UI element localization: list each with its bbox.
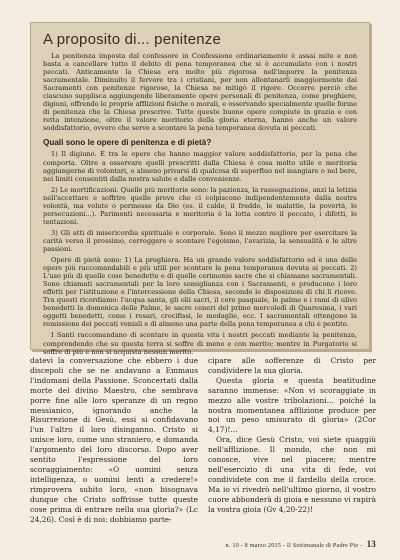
body-columns (30, 356, 376, 528)
page-footer (226, 539, 376, 549)
sidebar-point-1: 1) Il digiuno. È tra le opere che hanno maggior valore soddisfattorio, per la pena che comporta. Oltre a osservare quelli prescritti dalla Chiesa è cosa molto utile e meritoria aggiungerne di volontari, o almeno privarsi di qualcosa di superfluo nel mangiare o nel bere, nei limiti consentiti dalla nostra salute e dalle convenienze. (43, 150, 357, 183)
sidebar-box (30, 22, 370, 356)
issue-info: n. 10 - 8 marzo 2015 - Il Settimanale di Padre Pio - (225, 542, 363, 549)
body-column-right (208, 356, 376, 528)
sidebar-title: A proposito di... penitenze (43, 31, 222, 48)
sidebar-intro: La penitenza imposta dal confessore in Confessione ordinariamente è assai mite e non basta a cancellare tutto il debito di pena temporanea che si è accumulato con i nostri peccati. Anticamente la Chiesa era molto più rigorosa nell'imporre la penitenza sacramentale. Diminuito il fervore tra i cristiani, per non allontanarli maggiormente dai Sacramenti con penitenze rigorose, la Chiesa ne mitigò il rigore. Occorre perciò che ciascuno supplisca aggiungendo liberamente opere personali di penitenza, come preghiere, digiuni, offrendo le proprie afflizioni fisiche o morali, e osservando specialmente quelle forme di penitenza che la Chiesa prescrive. Tutte queste buone opere compiute in grazia e con retta intenzione, oltre il valore meritorio della gloria eterna, hanno anche un valore soddisfattorio, ovvero che serve a scontare la pena temporanea dovuta ai peccati. (43, 52, 357, 133)
body-paragraph: Questa gloria e questa beatitudine saranno immense: «Non vi scoraggiate in mezzo alle vostre tribolazioni… poiché la nostra momentanea afflizione produce per noi un peso smisurato di gloria» (2Cor 4,17)!… (208, 375, 376, 435)
body-paragraph: datevi la conversazione che ebbero i due discepoli che se ne andavano a Emmaus l'indomani della Passione. Sconcertati dalla morte del divino Maestro, che sembrava porre fine alle loro speranze di un regno messianico, ignorando anche la Risurrezione di Gesù, essi si confidavano l'un l'altro il loro disinganno. Cristo si unisce loro, come uno straniero, e domanda l'argomento del loro discorso. Dopo aver sentito l'espressione del loro scoraggiamento: «O uomini senza intelligenza, o uomini lenti a credere!» rimprovera subito loro, «non bisognava dunque che Cristo soffrisse tutte queste cose prima di entrare nella sua gloria?» (Lc 24,26). Così è di noi: dobbiamo parte- (30, 356, 198, 524)
page-number: 13 (366, 539, 376, 549)
body-paragraph: Ora, dice Gesù Cristo, voi siete quaggiù nell'afflizione. Il mondo, che non mi conosce, vive nel piacere; mentre nell'esercizio di una vita di fede, voi condividete con me il fardello della croce. Ma io vi rivedrò nell'ultimo giorno, il vostro cuore abbonderà di gioia e nessuno vi rapirà la vostra gioia (Gv 4,20-22)! (208, 435, 376, 514)
body-paragraph: cipare alle sofferenze di Cristo per condividere la sua gloria. (208, 356, 376, 375)
sidebar-point-5: I Santi raccomandano di scontare in questa vita i nostri peccati mediante la penitenza, comprendendo che su questa terra si soffre di meno e con merito; mentre in Purgatorio si soffre di più e non si acquista nessun merito. (43, 331, 357, 356)
body-column-left (30, 356, 198, 528)
sidebar-point-2: 2) Le mortificazioni. Quelle più meritorie sono: la pazienza, la rassegnazione, anzi la letizia nell'accettare e soffrire quelle prove che ci colpiscono indipendentemente dalla nostra volontà, ma volute o permesse da Dio (es. il caldo, il freddo, le malattie, la povertà, le persecuzioni...). Parimenti necessaria e meritoria è la lotta contro il peccato, i difetti, le tentazioni. (43, 185, 357, 226)
sidebar-point-4: Opere di pietà sono: 1) La preghiera. Ha un grande valore soddisfattorio ed è una delle opere più raccomandabili e più utili per scontare la pena temporanea dovuta ai peccati. 2) L'uso più di quelle cose benedette e di quelle cerimonie sacre che si chiamano sacramentali. Sono chiamati sacramentali per la loro somiglianza con i Sacramenti, e producono i loro effetti per l'istituzione e l'intercessione della Chiesa, secondo le disposizioni di chi li riceve. Tra questi ricordiamo: l'acqua santa, gli olii sacri, il cero pasquale, le palme e i rami di ulivo benedetti la domenica delle Palme, le sacre ceneri del primo mercoledì di Quaresima, i vari oggetti benedetti, come i rosari, crocifissi, le medaglie, ecc. I sacramentali ottengono la remissione dei peccati veniali e di almeno una parte della pena temporanea a chi è pentito. (43, 256, 357, 329)
sidebar-point-3: 3) Gli atti di misericordia spirituale e corporale. Sono il mezzo migliore per esercitare la carità verso il prossimo, correggere e scontare l'egoismo, l'avarizia, la sensualità e le altre passioni. (43, 228, 357, 253)
sidebar-subtitle: Quali sono le opere di penitenza e di pietà? (43, 138, 212, 148)
